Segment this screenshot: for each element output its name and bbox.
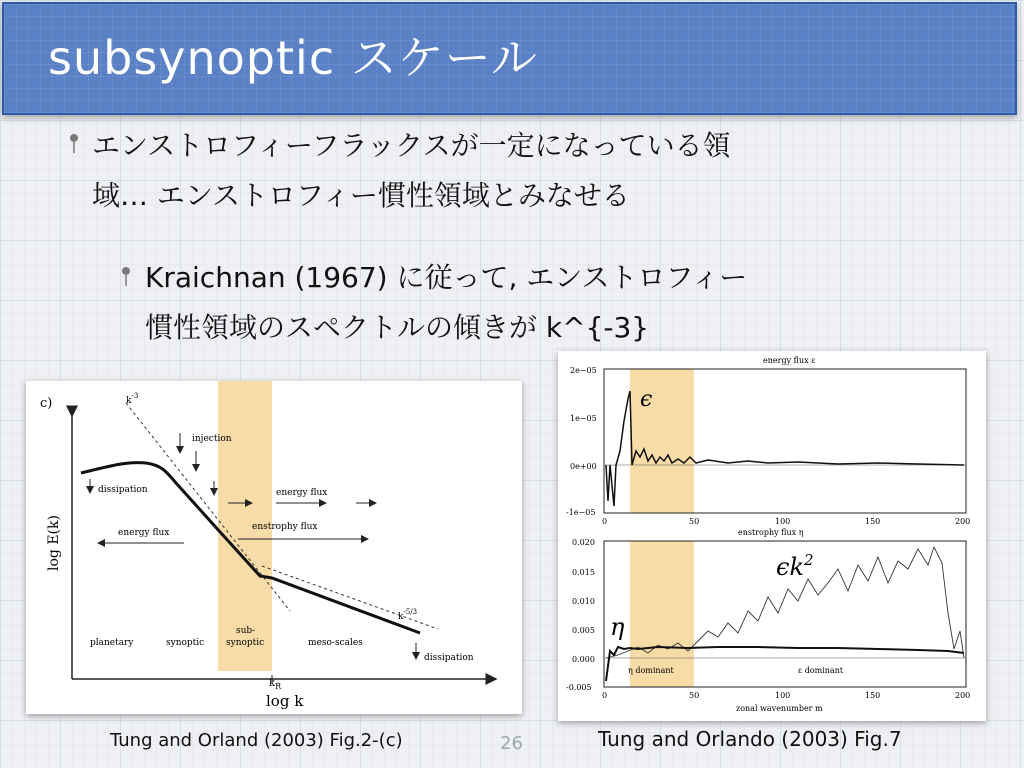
x-axis-label: log k bbox=[266, 692, 304, 710]
bullet-2-line-2: 慣性領域のスペクトルの傾きが k^{-3} bbox=[145, 311, 650, 344]
pushpin-bullet-icon bbox=[122, 267, 130, 287]
y-axis-label: log E(k) bbox=[46, 515, 62, 571]
svg-text:200: 200 bbox=[955, 517, 971, 526]
svg-text:-1e−05: -1e−05 bbox=[566, 508, 596, 517]
epsilon-symbol: ϵ bbox=[640, 387, 653, 412]
svg-text:0.000: 0.000 bbox=[572, 655, 595, 664]
eps-k2-symbol: $\epsilon k^2$ bbox=[776, 551, 814, 581]
svg-text:100: 100 bbox=[775, 691, 791, 700]
page-number: 26 bbox=[500, 733, 523, 754]
enstrophy-flux-label: enstrophy flux bbox=[252, 522, 318, 532]
panel-label: c) bbox=[40, 396, 53, 411]
svg-text:2e−05: 2e−05 bbox=[570, 366, 597, 375]
spectrum-schematic-svg bbox=[26, 381, 522, 714]
flux-plots-svg bbox=[558, 351, 986, 721]
svg-text:100: 100 bbox=[775, 517, 791, 526]
svg-text:0e+00: 0e+00 bbox=[570, 462, 597, 471]
svg-text:0: 0 bbox=[602, 517, 608, 526]
svg-text:50: 50 bbox=[689, 517, 700, 526]
eta-symbol: η bbox=[610, 613, 625, 641]
energy-flux-right-label: energy flux bbox=[276, 488, 328, 498]
right-figure-caption: Tung and Orlando (2003) Fig.7 bbox=[598, 727, 902, 751]
svg-text:0.015: 0.015 bbox=[572, 568, 595, 577]
slide-title: subsynoptic スケール bbox=[48, 31, 538, 85]
bullet-2-line-1: Kraichnan (1967) に従って, エンストロフィー bbox=[145, 261, 748, 294]
bottom-panel-title: enstrophy flux η bbox=[738, 528, 804, 537]
k53-dashed-line bbox=[262, 566, 438, 629]
region-mesoscales: meso-scales bbox=[308, 638, 363, 648]
svg-text:1e−05: 1e−05 bbox=[570, 414, 597, 423]
k3-label: $k^{-3}$ bbox=[126, 392, 139, 406]
bottom-x-label: zonal wavenumber m bbox=[736, 704, 823, 713]
bullet-1-line-1: エンストロフィーフラックスが一定になっている領 bbox=[92, 129, 731, 162]
svg-text:-0.005: -0.005 bbox=[566, 683, 592, 692]
left-figure-caption: Tung and Orland (2003) Fig.2-(c) bbox=[110, 730, 403, 751]
injection-label: injection bbox=[192, 434, 232, 444]
energy-flux-left-label: energy flux bbox=[118, 528, 170, 538]
svg-text:200: 200 bbox=[955, 691, 971, 700]
eps-dominant-label: ε dominant bbox=[798, 666, 844, 675]
pushpin-bullet-icon bbox=[70, 134, 78, 154]
svg-text:150: 150 bbox=[865, 691, 881, 700]
spectrum-schematic-figure bbox=[26, 381, 522, 714]
eta-dominant-label: η dominant bbox=[628, 666, 674, 675]
svg-text:0.005: 0.005 bbox=[572, 626, 595, 635]
svg-text:0: 0 bbox=[602, 691, 608, 700]
svg-text:0.010: 0.010 bbox=[572, 597, 595, 606]
region-subsynoptic-2: synoptic bbox=[226, 638, 265, 648]
top-panel-title: energy flux ε bbox=[763, 356, 816, 365]
bullet-1-line-2: 域… エンストロフィー慣性領域とみなせる bbox=[92, 179, 630, 212]
flux-plots-figure bbox=[558, 351, 986, 721]
svg-text:0.020: 0.020 bbox=[572, 538, 595, 547]
k53-label: $k^{-5/3}$ bbox=[398, 608, 418, 622]
region-synoptic: synoptic bbox=[166, 638, 205, 648]
svg-text:150: 150 bbox=[865, 517, 881, 526]
svg-text:50: 50 bbox=[689, 691, 700, 700]
region-subsynoptic-1: sub- bbox=[236, 626, 256, 636]
kR-label: $k_R$ bbox=[269, 678, 282, 691]
title-bar bbox=[2, 2, 1017, 115]
dissipation-left-label: dissipation bbox=[98, 485, 148, 495]
region-planetary: planetary bbox=[90, 638, 134, 648]
dissipation-right-label: dissipation bbox=[424, 653, 474, 663]
